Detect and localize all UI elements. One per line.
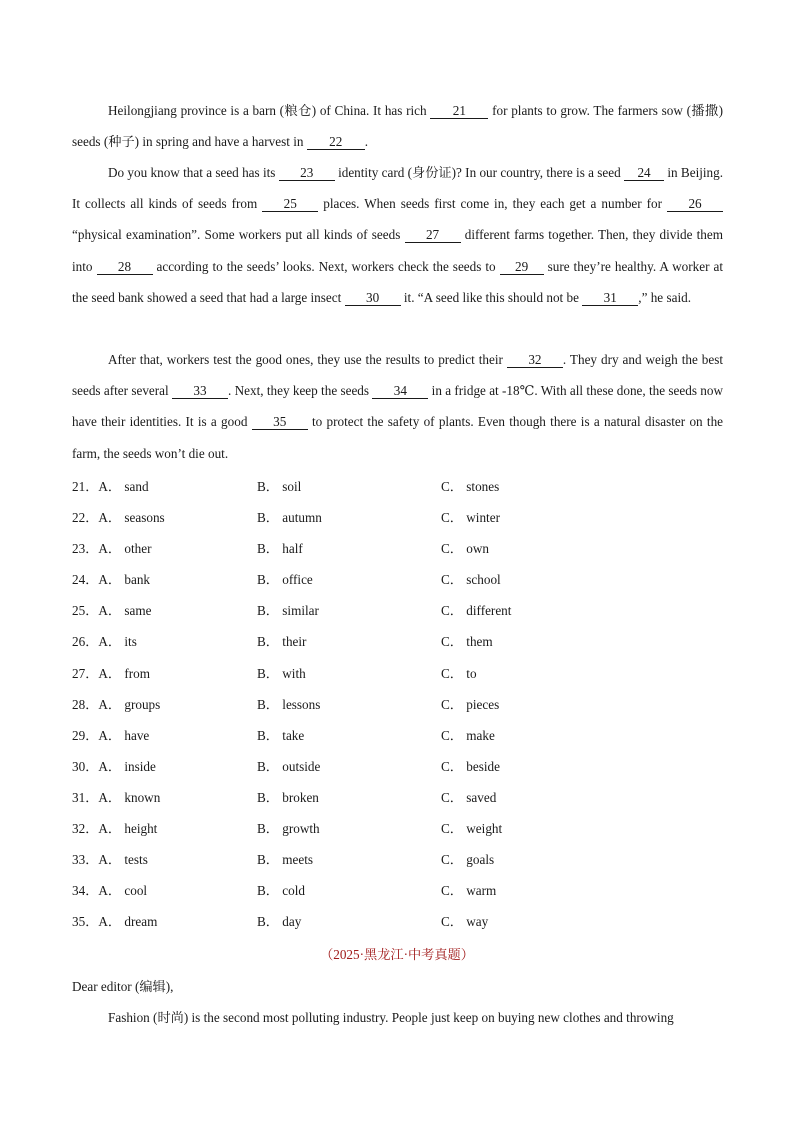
passage-text: Do you know that a seed has its — [108, 165, 276, 180]
question-row — [72, 812, 723, 843]
option-c: C． warm — [441, 883, 497, 899]
option-c: C． different — [441, 603, 512, 619]
option-c: C． beside — [441, 758, 500, 774]
source-label: （2025·黑龙江·中考真题） — [320, 947, 474, 962]
passage-text: Heilongjiang province is a barn (粮仓) of China. It has rich — [108, 103, 427, 118]
option-c: C． weight — [441, 821, 503, 837]
option-a: 26．A． its — [72, 634, 137, 650]
passage-text: places. When seeds first come in, they each get a number for — [323, 196, 663, 212]
option-c: C． school — [441, 572, 501, 588]
options-list — [72, 470, 723, 936]
option-a: 30．A． inside — [72, 758, 156, 774]
option-b: B． their — [257, 634, 307, 650]
option-c: C． them — [441, 634, 493, 650]
option-a: 24．A． bank — [72, 572, 151, 588]
option-c: C． own — [441, 541, 489, 557]
option-a: 27．A． from — [72, 665, 151, 681]
option-a: 32．A． height — [72, 821, 158, 837]
passage-paragraph-3 — [72, 344, 723, 469]
question-row — [72, 781, 723, 812]
passage-text: sure they’re healthy. A worker at the seed bank showed a seed that had a large insect — [72, 258, 724, 305]
passage-text: in Beijing. It collects all kinds of seeds from — [72, 165, 724, 212]
blank-32: 32 — [507, 352, 563, 368]
option-a: 33．A． tests — [72, 852, 148, 868]
passage-text: different farms together. Then, they divide them into — [72, 227, 724, 274]
option-b: B． broken — [257, 789, 319, 805]
blank-33: 33 — [172, 383, 228, 399]
passage-text: . Next, they keep the seeds — [228, 383, 370, 399]
option-b: B． meets — [257, 852, 314, 868]
blank-22: 22 — [307, 134, 365, 150]
option-a: 29．A． have — [72, 727, 150, 743]
option-c: C． make — [441, 727, 495, 743]
blank-28: 28 — [97, 259, 153, 275]
option-b: B． office — [257, 572, 313, 588]
question-row — [72, 719, 723, 750]
question-row — [72, 532, 723, 563]
option-a: 22．A． seasons — [72, 510, 165, 526]
passage-text: . — [364, 134, 369, 150]
question-row — [72, 501, 723, 532]
option-b: B． take — [257, 727, 305, 743]
option-b: B． half — [257, 541, 303, 557]
option-b: B． soil — [257, 479, 302, 494]
passage-text: to protect the safety of plants. Even though there is a natural disaster on the farm, the seeds won’t die out. — [72, 414, 724, 461]
passage-text: for plants to grow. The farmers sow (播撒) seeds (种子) in spring and have a harvest in — [72, 103, 724, 150]
option-c: C． winter — [441, 510, 500, 526]
blank-21: 21 — [430, 103, 488, 119]
option-c: C． stones — [441, 479, 500, 494]
passage-text: After that, workers test the good ones, they use the results to predict their — [108, 352, 503, 367]
question-row — [72, 843, 723, 874]
option-a: 23．A． other — [72, 541, 152, 557]
blank-27: 27 — [405, 227, 461, 243]
question-row — [72, 874, 723, 905]
blank-25: 25 — [262, 196, 318, 212]
passage-paragraph-1 — [72, 95, 723, 157]
option-a: 31．A． known — [72, 789, 161, 805]
blank-30: 30 — [345, 290, 401, 306]
letter-salutation: Dear editor (编辑), — [72, 979, 174, 994]
question-row — [72, 905, 723, 936]
passage-text: “physical examination”. Some workers put all kinds of seeds — [72, 227, 401, 243]
question-row — [72, 657, 723, 688]
question-row — [72, 750, 723, 781]
blank-24: 24 — [624, 165, 664, 181]
option-a: 25．A． same — [72, 603, 152, 619]
option-c: C． goals — [441, 852, 495, 868]
option-a: 28．A． groups — [72, 696, 161, 712]
blank-29: 29 — [500, 259, 544, 275]
blank-31: 31 — [582, 290, 638, 306]
passage-text: according to the seeds’ looks. Next, workers check the seeds to — [156, 258, 496, 274]
question-row — [72, 625, 723, 656]
blank-26: 26 — [667, 196, 723, 212]
option-c: C． pieces — [441, 696, 500, 712]
option-b: B． lessons — [257, 696, 321, 712]
option-b: B． growth — [257, 821, 320, 837]
passage-text: ,” he said. — [638, 289, 691, 305]
option-b: B． autumn — [257, 510, 322, 526]
question-row — [72, 594, 723, 625]
blank-35: 35 — [252, 414, 308, 430]
passage-text: it. “A seed like this should not be — [403, 289, 579, 305]
option-a: 21．A． sand — [72, 479, 149, 494]
passage-text: identity card (身份证)? In our country, there is a seed — [338, 165, 621, 180]
question-row — [72, 688, 723, 719]
option-b: B． outside — [257, 758, 321, 774]
option-a: 34．A． cool — [72, 883, 148, 899]
blank-23: 23 — [279, 165, 335, 181]
passage-text: in a fridge at -18℃. With all these done, the seeds now have their identities. It is a good — [72, 383, 724, 430]
option-b: B． cold — [257, 883, 305, 899]
option-c: C． to — [441, 665, 477, 681]
option-c: C． way — [441, 914, 489, 930]
blank-34: 34 — [372, 383, 428, 399]
passage-paragraph-2 — [72, 157, 723, 313]
letter-body: Fashion (时尚) is the second most polluting industry. People just keep on buying new clothes and throwing — [108, 1010, 674, 1025]
option-b: B． similar — [257, 603, 319, 619]
question-row — [72, 563, 723, 594]
option-b: B． with — [257, 665, 306, 681]
passage-text: . They dry and weigh the best seeds after several — [72, 352, 724, 399]
option-b: B． day — [257, 914, 302, 930]
option-a: 35．A． dream — [72, 914, 158, 930]
question-row — [72, 470, 723, 501]
option-c: C． saved — [441, 789, 497, 805]
